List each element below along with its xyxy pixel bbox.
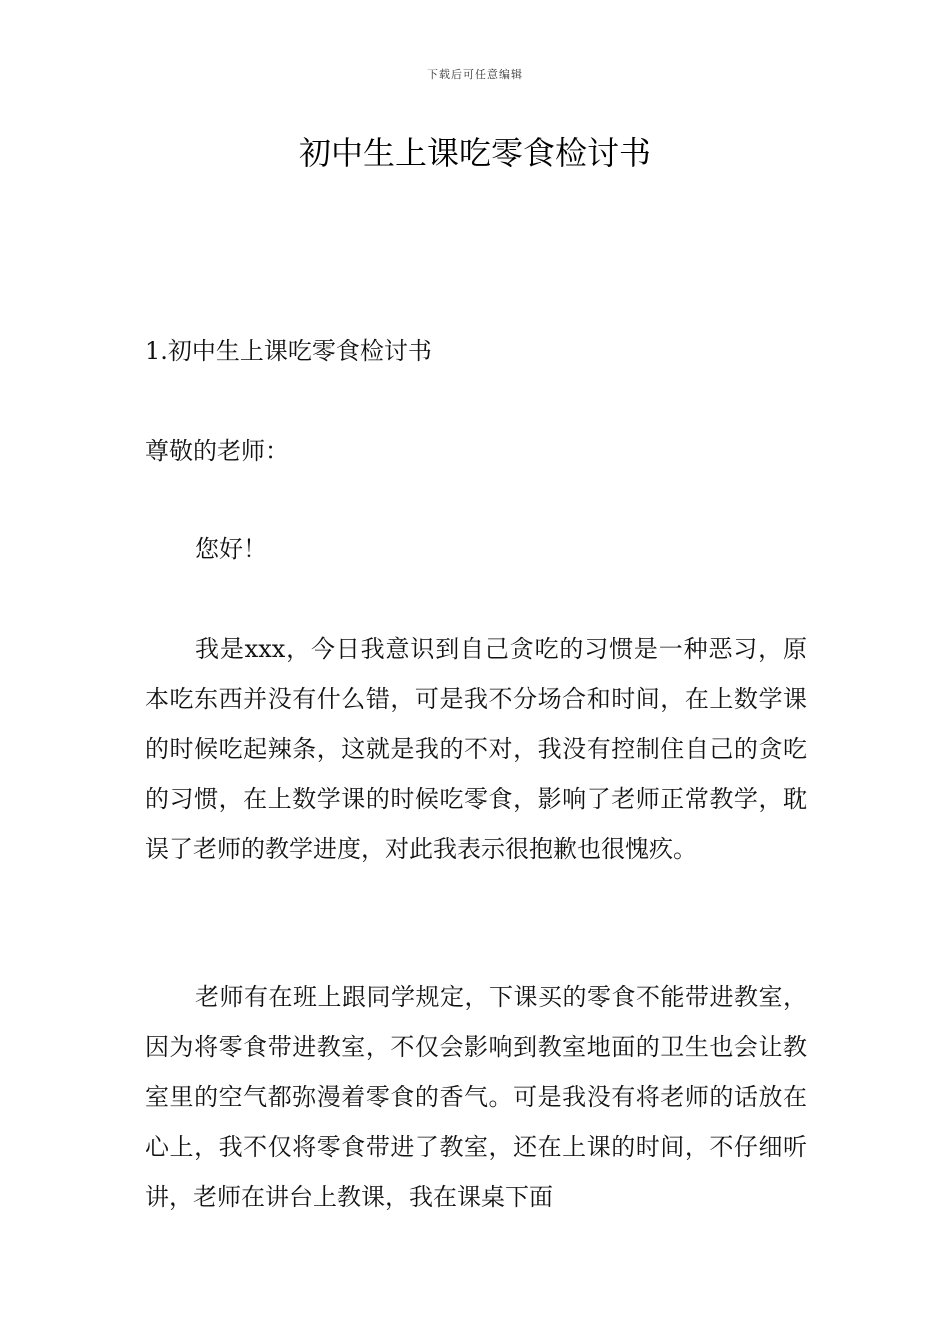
greeting: 您好！ xyxy=(195,535,267,563)
salutation: 尊敬的老师： xyxy=(145,437,289,465)
body-paragraph: 我是xxx，今日我意识到自己贪吃的习惯是一种恶习，原本吃东西并没有什么错，可是我不分场合和时间，在上数学课的时候吃起辣条，这就是我的不对，我没有控制住自己的贪吃的习惯，在上数学课的时候吃零食，影响了老师正常教学，耽误了老师的教学进度，对此我表示很抱歉也很愧疚。 xyxy=(145,635,807,863)
document-title: 初中生上课吃零食检讨书 xyxy=(298,134,651,172)
body-paragraph: 老师有在班上跟同学规定，下课买的零食不能带进教室，因为将零食带进教室，不仅会影响到教室地面的卫生也会让教室里的空气都弥漫着零食的香气。可是我没有将老师的话放在心上，我不仅将零食带进了教室，还在上课的时间，不仔细听讲，老师在讲台上教课，我在课桌下面 xyxy=(145,983,807,1211)
header-note: 下载后可任意编辑 xyxy=(427,68,523,81)
section-heading: 1.初中生上课吃零食检讨书 xyxy=(145,337,432,365)
